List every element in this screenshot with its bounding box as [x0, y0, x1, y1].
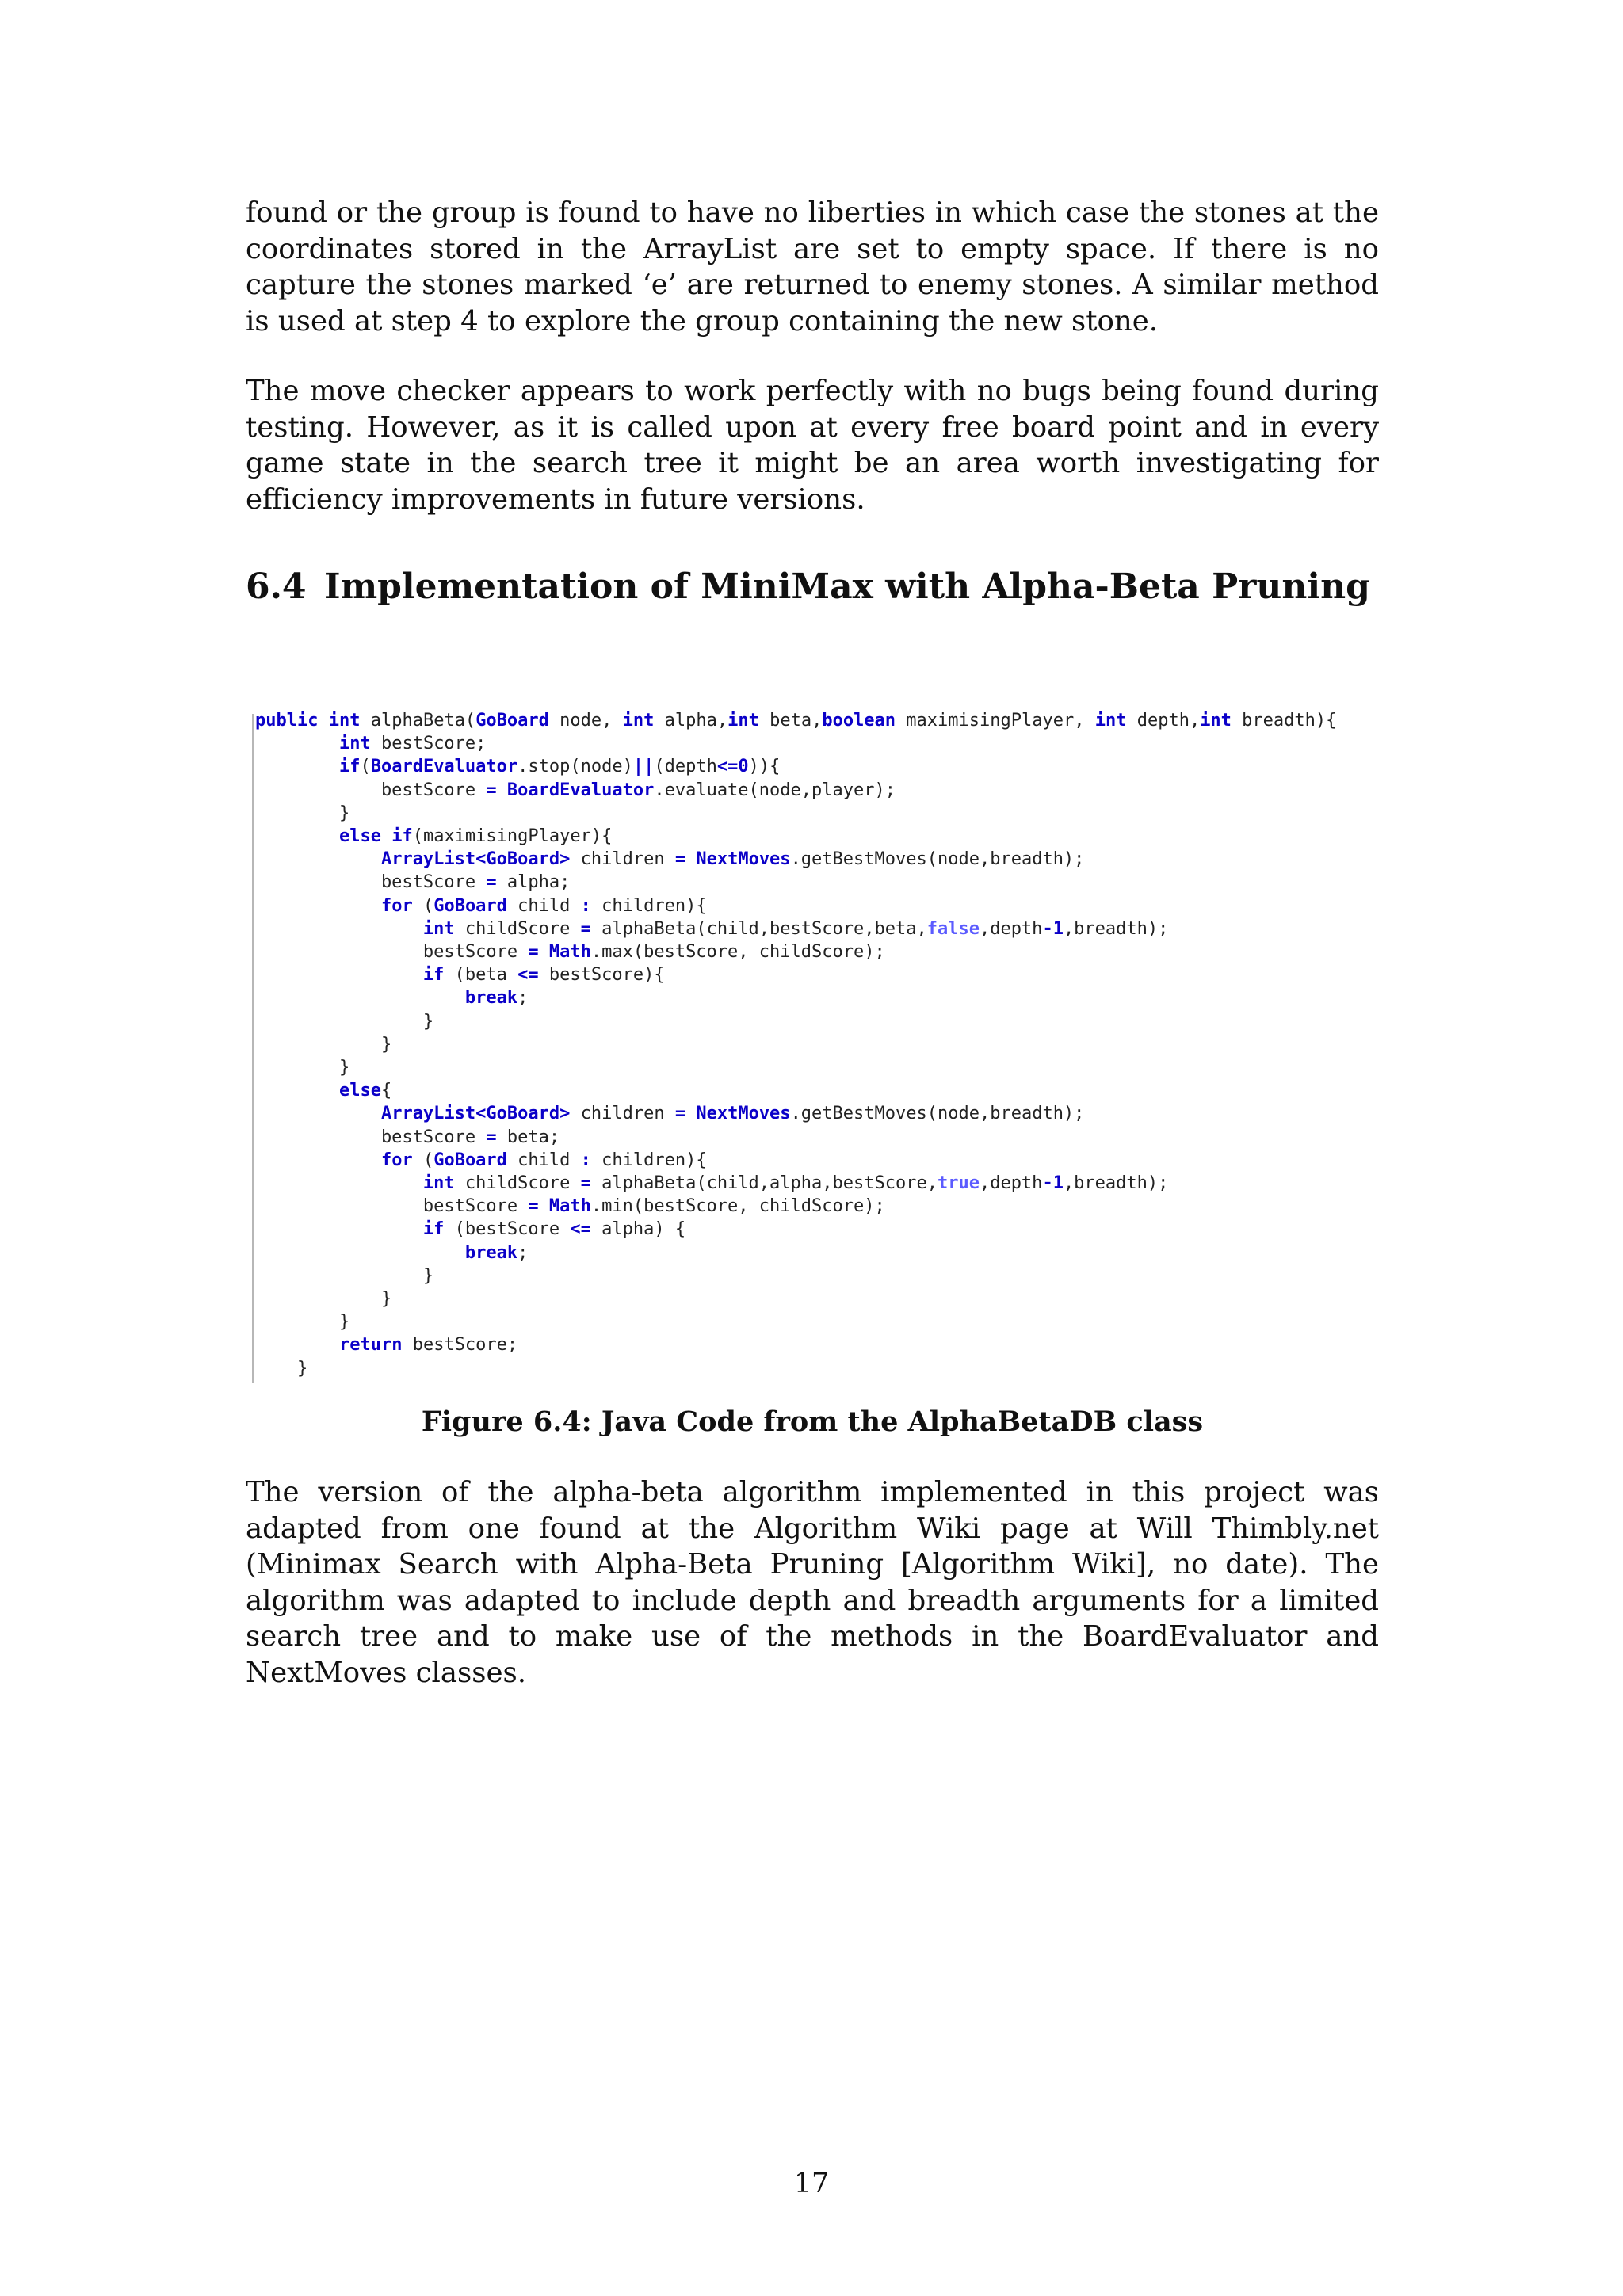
- code-line: if(BoardEvaluator.stop(node)||(depth<=0)){: [338, 757, 781, 777]
- code-line: bestScore = beta;: [255, 1127, 560, 1147]
- figure-caption: Figure 6.4: Java Code from the AlphaBetaDB class: [421, 1405, 1204, 1438]
- code-line: }: [255, 803, 350, 823]
- code-line: for (GoBoard child : children){: [380, 895, 707, 916]
- code-line: }: [255, 1289, 392, 1310]
- body-paragraph-1: found or the group is found to have no liberties in which case the stones at the coordinates stored in the ArrayList are set to empty space. If there is no capture the stones marked ‘e’ are returned to enemy stones. A similar method is used at step 4 to explore the group containing the new stone.: [246, 196, 1379, 338]
- code-line: }: [255, 1358, 308, 1379]
- code-line: ArrayList<GoBoard> children = NextMoves.getBestMoves(node,breadth);: [380, 1104, 1085, 1124]
- code-line: if (beta <= bestScore){: [422, 965, 665, 986]
- code-line: bestScore = Math.max(bestScore, childScore);: [255, 942, 885, 963]
- code-listing: [255, 709, 1336, 1380]
- code-line: public int alphaBeta(GoBoard node, int alpha,int beta,boolean maximisingPlayer, int depth,int breadth){: [255, 711, 1337, 730]
- code-left-border: [252, 714, 254, 1383]
- body-paragraph-3: The version of the alpha-beta algorithm implemented in this project was adapted from one found at the Algorithm Wiki page at Will Thimbly.net (Minimax Search with Alpha-Beta Pruning [Algorithm Wiki], no date). The algorithm was adapted to include depth and breadth arguments for a limited search tree and to make use of the methods in the BoardEvaluator and NextMoves classes.: [246, 1476, 1379, 1689]
- code-line: }: [255, 1265, 434, 1286]
- code-line: int bestScore;: [338, 734, 487, 754]
- code-line: }: [255, 1058, 350, 1078]
- section-title: Implementation of MiniMax with Alpha-Beta Pruning: [324, 566, 1370, 607]
- code-line: bestScore = BoardEvaluator.evaluate(node,player);: [255, 780, 896, 800]
- code-line: }: [255, 1011, 434, 1032]
- page-number: 17: [793, 2168, 830, 2199]
- code-line: break;: [464, 988, 529, 1009]
- code-line: ArrayList<GoBoard> children = NextMoves.getBestMoves(node,breadth);: [380, 849, 1085, 870]
- code-line: bestScore = alpha;: [255, 872, 571, 893]
- code-line: break;: [464, 1242, 529, 1263]
- code-line: int childScore = alphaBeta(child,alpha,bestScore,true,depth-1,breadth);: [422, 1173, 1169, 1194]
- code-line: }: [255, 1312, 350, 1333]
- body-paragraph-2: The move checker appears to work perfectly with no bugs being found during testing. However, as it is called upon at every free board point and in every game state in the search tree it might be an area worth investigating for efficiency improvements in future versions.: [246, 375, 1379, 516]
- code-line: }: [255, 1034, 392, 1055]
- section-heading: [246, 565, 1379, 609]
- section-number: 6.4: [246, 566, 307, 607]
- code-line: if (bestScore <= alpha) {: [422, 1219, 686, 1240]
- code-line: for (GoBoard child : children){: [380, 1150, 707, 1170]
- code-line: else if(maximisingPlayer){: [338, 826, 613, 847]
- code-line: return bestScore;: [338, 1335, 518, 1356]
- code-line: else{: [338, 1081, 392, 1101]
- code-line: int childScore = alphaBeta(child,bestScore,beta,false,depth-1,breadth);: [422, 918, 1169, 939]
- code-line: bestScore = Math.min(bestScore, childScore);: [255, 1196, 885, 1217]
- code-figure: [252, 709, 1393, 1386]
